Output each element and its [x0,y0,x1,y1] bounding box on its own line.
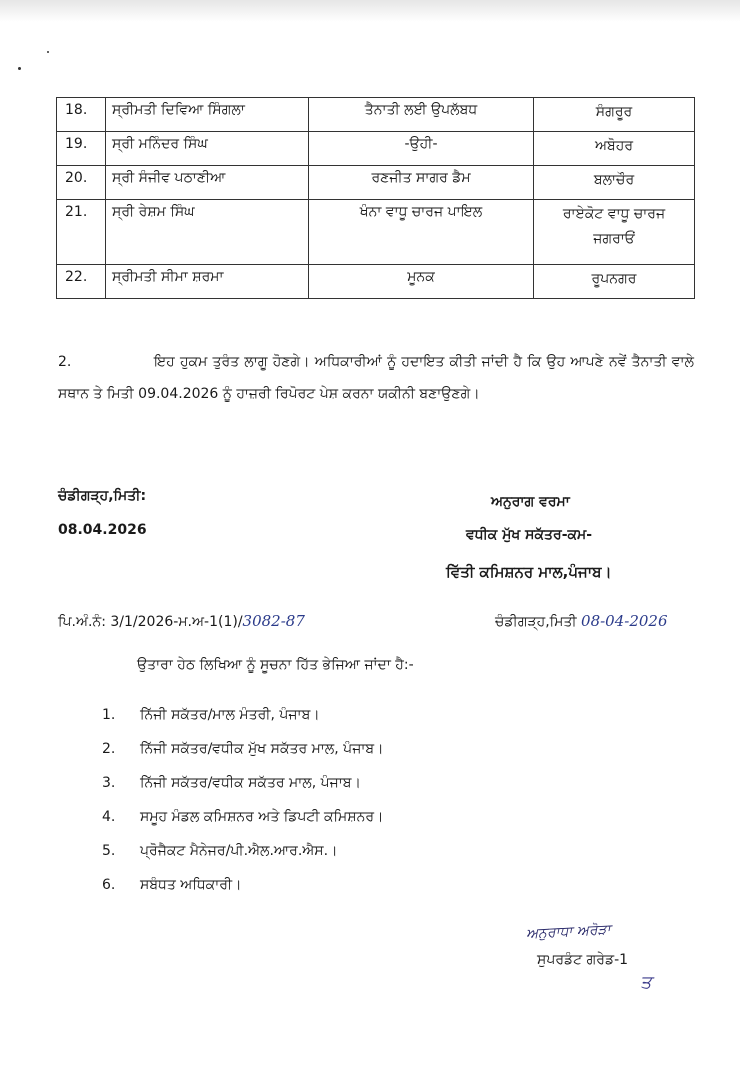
posting-cell: ਰਣਜੀਤ ਸਾਗਰ ਡੈਮ [309,166,534,200]
officer-name-cell: ਸ੍ਰੀਮਤੀ ਸੀਮਾ ਸ਼ਰਮਾ [106,265,309,299]
list-item [102,775,384,809]
station-cell [534,166,695,200]
superintendent-title: ਸੁਪਰਡੰਟ ਗਰੇਡ-1 [537,952,629,968]
list-item-number: 6. [102,877,116,893]
paragraph-number: 2. [58,354,72,370]
place-date-label: ਚੰਡੀਗੜ੍ਹ,ਮਿਤੀ: [58,488,147,504]
table-row [57,132,695,166]
officer-name-cell: ਸ੍ਰੀਮਤੀ ਦਿਵਿਆ ਸਿੰਗਲਾ [106,98,309,132]
endorsement-date [495,612,668,630]
list-item-number: 2. [102,741,116,757]
list-item-number: 1. [102,707,116,723]
officer-name-cell: ਸ੍ਰੀ ਰੇਸ਼ਮ ਸਿੰਘ [106,200,309,265]
scan-speck [47,51,49,53]
superintendent-signature: ਅਨੁਰਾਧਾ ਅਰੋੜਾ [525,921,611,943]
paragraph-text: ਇਹ ਹੁਕਮ ਤੁਰੰਤ ਲਾਗੂ ਹੋਣਗੇ। ਅਧਿਕਾਰੀਆਂ ਨੂੰ ਹਦਾਇਤ ਕੀਤੀ ਜਾਂਦੀ ਹੈ ਕਿ ਉਹ ਆਪਣੇ ਨਵੇਂ ਤੈਨਾਤੀ ਵਾਲੇ ਸਥਾਨ ਤੇ ਮਿਤੀ 09.04.2026 ਨੂੰ ਹਾਜ਼ਰੀ ਰਿਪੋਰਟ ਪੇਸ਼ ਕਰਨਾ ਯਕੀਨੀ ਬਣਾਉਣਗੇ। [58,354,694,402]
officer-name-cell: ਸ੍ਰੀ ਮਨਿੰਦਰ ਸਿੰਘ [106,132,309,166]
posting-cell: ਤੈਨਾਤੀ ਲਈ ਉਪਲੱਬਧ [309,98,534,132]
list-item [102,741,384,775]
list-item-number: 4. [102,809,116,825]
station-line: ਰੂਪਨਗਰ [591,271,637,287]
station-line: ਜਗਰਾਓਂ [593,231,635,247]
table-row [57,200,695,265]
serial-number-cell: 19. [57,132,106,166]
station-cell [534,265,695,299]
endorsement-place-label: ਚੰਡੀਗੜ੍ਹ,ਮਿਤੀ [495,614,577,630]
posting-cell: -ਉਹੀ- [309,132,534,166]
signatory-name: ਅਨੁਰਾਗ ਵਰਮਾ [491,494,570,510]
signatory-designation: ਵਧੀਕ ਮੁੱਖ ਸਕੱਤਰ-ਕਮ- [466,527,593,543]
station-line: ਰਾਏਕੋਟ ਵਾਧੂ ਚਾਰਜ [562,206,666,222]
list-item [102,707,384,741]
station-line: ਸੰਗਰੂਰ [595,104,633,120]
scan-speck [18,67,21,70]
posting-cell: ਖੰਨਾ ਵਾਧੂ ਚਾਰਜ ਪਾਇਲ [309,200,534,265]
station-line: ਬਲਾਚੌਰ [593,172,635,188]
station-cell [534,132,695,166]
scan-top-shadow [0,0,740,22]
list-item [102,809,384,843]
list-item-text: ਸਮੂਹ ਮੰਡਲ ਕਮਿਸ਼ਨਰ ਅਤੇ ਡਿਪਟੀ ਕਮਿਸ਼ਨਰ। [140,809,384,825]
list-item-number: 5. [102,843,116,859]
copy-list [102,707,384,911]
table-row [57,166,695,200]
copy-intro: ਉਤਾਰਾ ਹੇਠ ਲਿਖਿਆ ਨੂੰ ਸੂਚਨਾ ਹਿੱਤ ਭੇਜਿਆ ਜਾਂਦਾ ਹੈ:- [137,657,414,673]
posting-cell: ਮੂਨਕ [309,265,534,299]
list-item-text: ਨਿੱਜੀ ਸਕੱਤਰ/ਵਧੀਕ ਮੁੱਖ ਸਕੱਤਰ ਮਾਲ, ਪੰਜਾਬ। [140,741,384,757]
list-item-text: ਪ੍ਰੋਜੈਕਟ ਮੈਨੇਜਰ/ਪੀ.ਐਲ.ਆਰ.ਐਸ.। [140,843,338,859]
serial-number-cell: 18. [57,98,106,132]
initial-mark: ਤ [640,972,652,993]
table-row [57,265,695,299]
serial-number-cell: 22. [57,265,106,299]
signatory-office: ਵਿੱਤੀ ਕਮਿਸ਼ਨਰ ਮਾਲ,ਪੰਜਾਬ। [446,563,612,581]
list-item [102,843,384,877]
endorsement-date-handwritten: 08-04-2026 [581,612,668,630]
station-cell [534,98,695,132]
station-line: ਅਬੋਹਰ [594,138,634,154]
list-item-text: ਨਿੱਜੀ ਸਕੱਤਰ/ਵਧੀਕ ਸਕੱਤਰ ਮਾਲ, ਪੰਜਾਬ। [140,775,361,791]
station-cell [534,200,695,265]
transfer-table [56,97,695,299]
list-item [102,877,384,911]
officer-name-cell: ਸ੍ਰੀ ਸੰਜੀਵ ਪਠਾਣੀਆ [106,166,309,200]
serial-number-cell: 21. [57,200,106,265]
list-item-text: ਨਿੱਜੀ ਸਕੱਤਰ/ਮਾਲ ਮੰਤਰੀ, ਪੰਜਾਬ। [140,707,320,723]
list-item-number: 3. [102,775,116,791]
order-date: 08.04.2026 [58,522,147,538]
serial-number-cell: 20. [57,166,106,200]
endorsement-reference [58,612,305,630]
reference-prefix: ਪਿ.ਅੰ.ਨੰ: 3/1/2026-ਮ.ਅ-1(1)/ [58,614,243,630]
reference-number-handwritten: 3082-87 [242,612,305,630]
list-item-text: ਸਬੰਧਤ ਅਧਿਕਾਰੀ। [140,877,242,893]
table-row [57,98,695,132]
order-paragraph [58,346,694,410]
